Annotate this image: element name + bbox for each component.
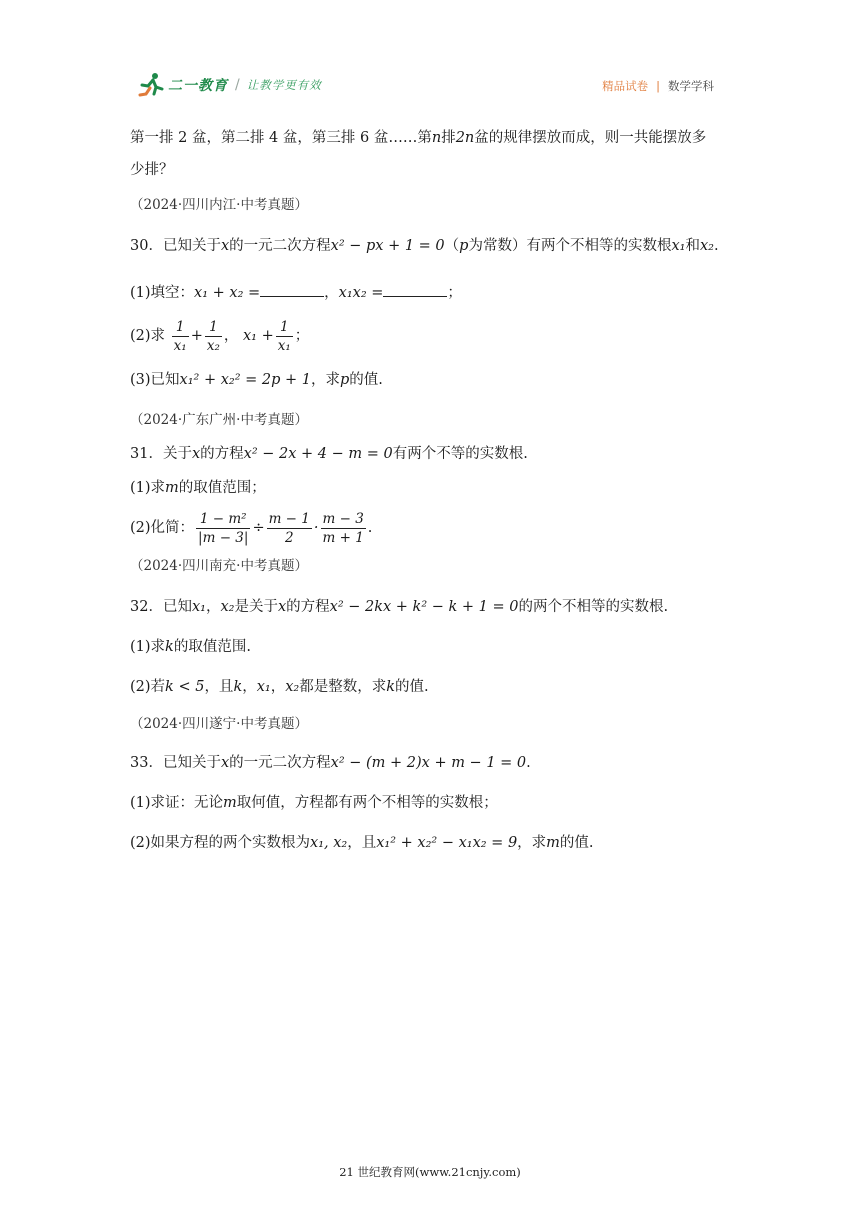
page-header (0, 0, 860, 110)
problem-30-part-3 (130, 370, 383, 390)
text: 和 (685, 238, 700, 254)
problem-29-line-2 (130, 160, 174, 180)
text: ； (447, 285, 462, 301)
text: 为常数）有两个不相等的实数根 (468, 238, 672, 254)
problem-33-part-1 (130, 793, 498, 813)
fraction (205, 318, 222, 355)
denominator: |m − 3| (198, 529, 249, 546)
denominator: 2 (284, 529, 294, 546)
text: (1)求证：无论 (130, 795, 224, 811)
answer-blank[interactable] (383, 282, 447, 297)
denominator: m + 1 (322, 529, 364, 546)
problem-29-line-1 (130, 128, 706, 148)
text: (3)已知 (130, 372, 180, 388)
source-note-30: （2024·四川内江·中考真题） (130, 197, 308, 213)
source-note-31: （2024·广东广州·中考真题） (130, 412, 308, 428)
var-x: x (220, 755, 230, 771)
brand-logo (138, 72, 322, 98)
var-m: m (546, 835, 560, 851)
problem-30-part-1 (130, 282, 462, 303)
header-tags (602, 78, 714, 94)
text: ，求 (517, 835, 547, 851)
fraction (321, 510, 366, 547)
text: (2)如果方程的两个实数根为 (130, 835, 311, 851)
var-x2: x₂ (699, 238, 714, 254)
text: 33．已知关于 (130, 755, 221, 771)
text: 的值. (349, 372, 383, 388)
problem-32-part-2 (130, 677, 429, 697)
equation: x₁² + x₂² − x₁x₂ = 9 (376, 835, 518, 851)
text: 的方程 (286, 599, 330, 615)
equation: x² − (m + 2)x + m − 1 = 0 (330, 755, 527, 771)
brand-name: 二一教育 (168, 78, 228, 94)
denominator: x₂ (206, 337, 220, 354)
divide-sign: ÷ (252, 520, 265, 536)
text: ，且 (204, 679, 234, 695)
text: 是关于 (234, 599, 278, 615)
var-m: m (223, 795, 237, 811)
expr-sum: x₁ + x₂ = (194, 285, 261, 301)
text: ， (324, 285, 339, 301)
source-note-32: （2024·四川南充·中考真题） (130, 558, 308, 574)
brand-separator: / (235, 77, 240, 93)
var-x1: x₁ (191, 599, 206, 615)
text: 31．关于 (130, 446, 192, 462)
problem-33-part-2 (130, 833, 594, 853)
numerator: 1 (276, 318, 293, 337)
text: 的值. (395, 679, 429, 695)
text: 32．已知 (130, 599, 192, 615)
problem-30-part-2 (130, 317, 309, 355)
numerator: 1 (172, 318, 189, 337)
var-x: x (191, 446, 201, 462)
text: 取何值，方程都有两个不相等的实数根； (236, 795, 498, 811)
fraction (196, 510, 250, 547)
problem-32-part-1 (130, 637, 251, 657)
roots: x₁, x₂ (310, 835, 348, 851)
text: (1)填空： (130, 285, 195, 301)
text: 的取值范围； (178, 480, 266, 496)
numerator: m − 1 (268, 510, 310, 527)
brand-slogan: 让教学更有效 (246, 78, 322, 92)
text: . (713, 238, 719, 254)
text: 第一排 2 盆，第二排 4 盆，第三排 6 盆……第 (130, 130, 432, 146)
fraction (172, 318, 189, 355)
page-footer: 21 世纪教育网(www.21cnjy.com) (339, 1165, 521, 1179)
text: ， (270, 679, 286, 695)
var-x: x (220, 238, 230, 254)
problem-30-stem (130, 236, 719, 256)
var-x: x (277, 599, 287, 615)
equation: x² − px + 1 = 0 (330, 238, 445, 254)
var-x2: x₂ (220, 599, 235, 615)
problem-32-stem (130, 597, 668, 617)
fraction (276, 318, 293, 355)
text: ，且 (347, 835, 377, 851)
times-dot: · (313, 520, 319, 536)
text: 的两个不相等的实数根. (518, 599, 669, 615)
text: (1)求 (130, 639, 166, 655)
var-k: k (386, 679, 396, 695)
var-p: p (459, 238, 469, 254)
var-k: k (165, 639, 174, 655)
denominator: x₁ (277, 337, 291, 354)
text: ； (294, 328, 310, 344)
text: 盆的规律摆放而成，则一共能摆放多 (474, 130, 707, 146)
premium-tag: 精品试卷 (602, 79, 649, 93)
problem-31-part-1 (130, 478, 266, 498)
equation: x² − 2kx + k² − k + 1 = 0 (329, 599, 519, 615)
var-x1: x₁ (671, 238, 686, 254)
numerator: 1 (205, 318, 222, 337)
expr-2n: 2n (455, 130, 475, 146)
text: 30．已知关于 (130, 238, 221, 254)
text: (2)求 (130, 328, 166, 344)
text: 的方程 (200, 446, 244, 462)
text: （ (444, 238, 460, 254)
problem-33-stem (130, 753, 531, 773)
text: 排 (441, 130, 456, 146)
text: 都是整数，求 (299, 679, 387, 695)
inequality: k < 5 (165, 679, 205, 695)
var-k: k (233, 679, 243, 695)
var-n: n (431, 130, 442, 146)
text: . (526, 755, 531, 771)
text: ， (223, 328, 239, 344)
running-figure-icon (138, 72, 166, 98)
var-x2: x₂ (285, 679, 300, 695)
text: ， (205, 599, 221, 615)
text: ， (242, 679, 257, 695)
denominator: x₁ (173, 337, 187, 354)
problem-31-stem (130, 444, 528, 464)
fraction (267, 510, 312, 547)
text: 有两个不等的实数根. (392, 446, 528, 462)
answer-blank[interactable] (260, 282, 324, 297)
text: 的值. (559, 835, 594, 851)
equation: x² − 2x + 4 − m = 0 (243, 446, 393, 462)
numerator: m − 3 (322, 510, 364, 527)
expr: x₁ + (242, 328, 274, 344)
text: 的取值范围. (173, 639, 251, 655)
text: (1)求 (130, 480, 166, 496)
equation: x₁² + x₂² = 2p + 1 (179, 372, 311, 388)
plus-sign: + (190, 328, 203, 344)
problem-31-part-2 (130, 508, 372, 548)
source-note-33: （2024·四川遂宁·中考真题） (130, 716, 308, 732)
text: 少排？ (130, 162, 174, 178)
var-m: m (165, 480, 179, 496)
var-p: p (340, 372, 350, 388)
tag-divider: | (656, 79, 660, 93)
text: (2)化简： (130, 520, 195, 536)
text: 的一元二次方程 (229, 755, 331, 771)
expr-product: x₁x₂ = (338, 285, 384, 301)
text: ，求 (311, 372, 340, 388)
text: . (367, 520, 373, 536)
numerator: 1 − m² (196, 510, 250, 529)
var-x1: x₁ (256, 679, 271, 695)
subject-tag: 数学学科 (668, 79, 714, 93)
text: (2)若 (130, 679, 166, 695)
text: 的一元二次方程 (229, 238, 331, 254)
